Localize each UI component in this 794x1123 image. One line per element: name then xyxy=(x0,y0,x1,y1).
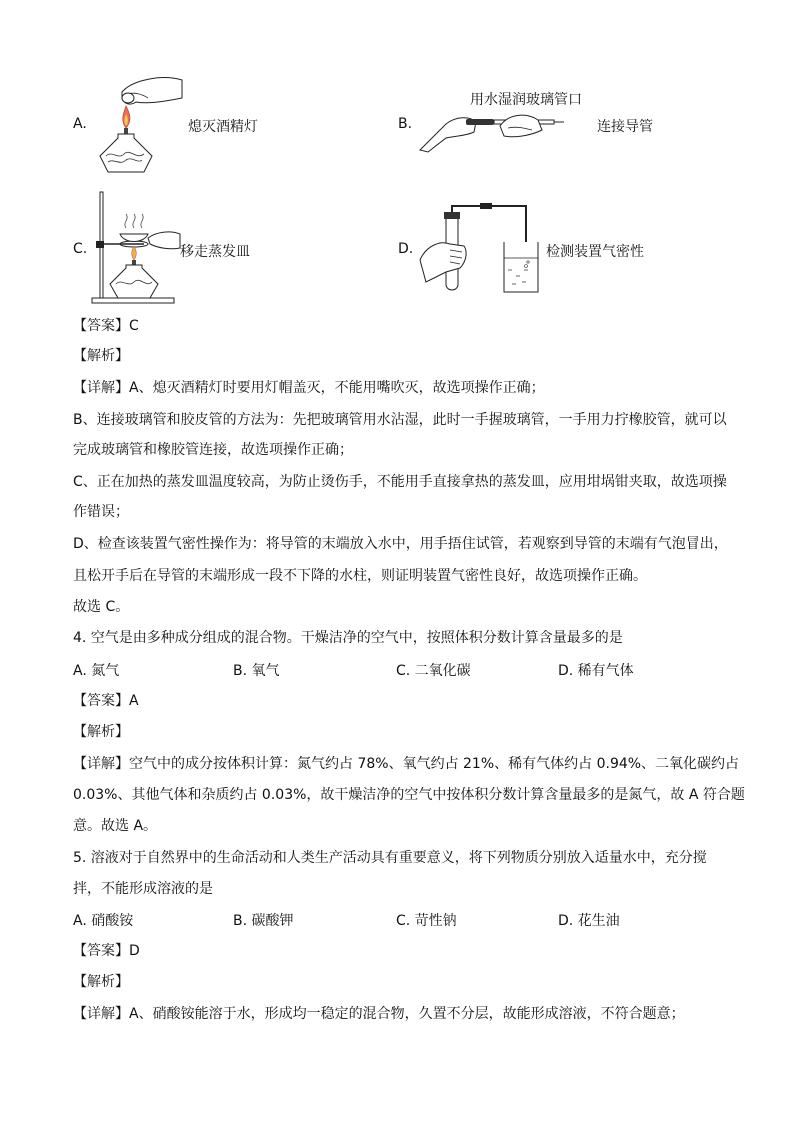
q5-analysis-label: 【解析】 xyxy=(73,974,129,990)
airtightness-illustration xyxy=(416,200,544,296)
q3-detail-line: D、检查该装置气密性操作为：将导管的末端放入水中，用手捂住试管，若观察到导管的末端有气泡冒出， xyxy=(73,536,728,552)
q5-answer: 【答案】D xyxy=(73,943,140,959)
option-c-caption: 移走蒸发皿 xyxy=(180,244,250,260)
q3-answer: 【答案】C xyxy=(73,318,139,334)
q3-analysis-label: 【解析】 xyxy=(73,348,129,364)
q5-choice-b: B. 碳酸钾 xyxy=(233,913,294,929)
option-b-top-label: 用水湿润玻璃管口 xyxy=(470,92,582,108)
q3-detail-line: 作错误； xyxy=(73,504,129,520)
q4-detail-line: 意。故选 A。 xyxy=(73,818,158,834)
q4-analysis-label: 【解析】 xyxy=(73,724,129,740)
option-c-letter: C. xyxy=(73,241,88,257)
q4-choice-a: A. 氮气 xyxy=(73,663,120,679)
q5-stem-line: 拌，不能形成溶液的是 xyxy=(73,881,213,897)
q3-detail-line: 【详解】A、熄灭酒精灯时要用灯帽盖灭，不能用嘴吹灭，故选项操作正确； xyxy=(73,380,545,396)
option-b-caption: 连接导管 xyxy=(597,119,653,135)
q5-choice-c: C. 苛性钠 xyxy=(396,913,457,929)
q4-stem: 4. 空气是由多种成分组成的混合物。干燥洁净的空气中，按照体积分数计算含量最多的是 xyxy=(73,630,623,646)
option-d-caption: 检测装置气密性 xyxy=(546,244,644,260)
option-b-letter: B. xyxy=(398,116,413,132)
q4-detail-line: 【详解】空气中的成分按体积计算：氮气约占 78%、氧气约占 21%、稀有气体约占 0.94%、二氧化碳约占 xyxy=(73,756,740,772)
q4-choice-c: C. 二氧化碳 xyxy=(396,663,471,679)
extinguish-lamp-illustration xyxy=(92,72,184,174)
q3-detail-line: 故选 C。 xyxy=(73,599,130,615)
q5-stem-line: 5. 溶液对于自然界中的生命活动和人类生产活动具有重要意义，将下列物质分别放入适量水中，充分搅 xyxy=(73,850,707,866)
option-a-letter: A. xyxy=(73,116,87,132)
q5-choice-d: D. 花生油 xyxy=(558,913,620,929)
q3-detail-line: B、连接玻璃管和胶皮管的方法为：先把玻璃管用水沾湿，此时一手握玻璃管，一手用力拧橡胶管，就可以 xyxy=(73,412,727,428)
q4-answer: 【答案】A xyxy=(73,693,139,709)
q5-detail-line: 【详解】A、硝酸铵能溶于水，形成均一稳定的混合物，久置不分层，故能形成溶液，不符合题意； xyxy=(73,1006,685,1022)
q3-detail-line: 且松开手后在导管的末端形成一段不下降的水柱，则证明装置气密性良好，故选项操作正确。 xyxy=(73,568,647,584)
option-d-letter: D. xyxy=(398,241,414,257)
q4-choice-b: B. 氧气 xyxy=(233,663,280,679)
q3-detail-line: 完成玻璃管和橡胶管连接，故选项操作正确； xyxy=(73,442,353,458)
q4-choice-d: D. 稀有气体 xyxy=(558,663,634,679)
connect-tube-illustration xyxy=(416,106,566,154)
evaporating-dish-illustration xyxy=(90,190,182,304)
option-a-caption: 熄灭酒精灯 xyxy=(188,119,258,135)
q5-choice-a: A. 硝酸铵 xyxy=(73,913,134,929)
q3-detail-line: C、正在加热的蒸发皿温度较高，为防止烫伤手，不能用手直接拿热的蒸发皿，应用坩埚钳夹取，故选项操 xyxy=(73,474,727,490)
q4-detail-line: 0.03%、其他气体和杂质约占 0.03%，故干燥洁净的空气中按体积分数计算含量最多的是氮气，故 A 符合题 xyxy=(73,787,745,803)
